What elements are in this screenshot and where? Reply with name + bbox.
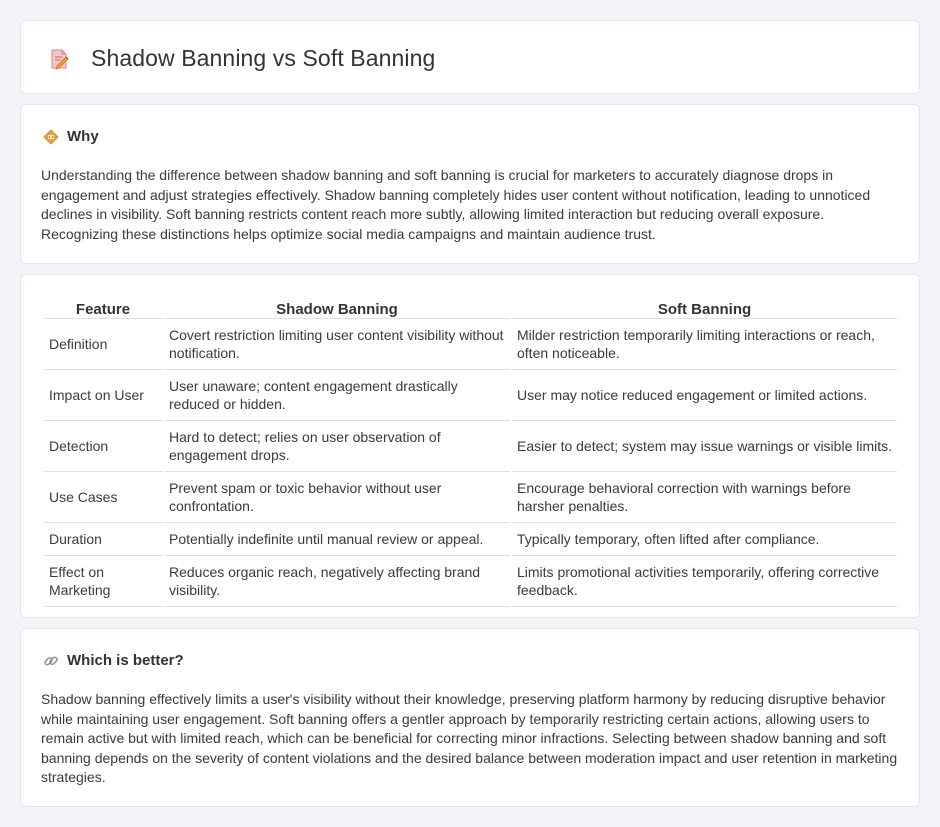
table-header-row [44, 297, 897, 319]
table-row [44, 370, 897, 421]
why-heading-row [43, 128, 99, 145]
table-row [44, 523, 897, 556]
shadow-cell: Covert restriction limiting user content visibility without notification. [164, 319, 510, 370]
soft-cell: Limits promotional activities temporarily, offering corrective feedback. [512, 556, 897, 607]
shadow-cell: Reduces organic reach, negatively affecting brand visibility. [164, 556, 510, 607]
feature-cell: Use Cases [44, 472, 162, 523]
why-text: Understanding the difference between shadow banning and soft banning is crucial for marketers to accurately diagnose drops in engagement and adjust strategies effectively. Shadow banning completely hides user content without notification, leading to unnoticed declines in visibility. Soft banning restricts content reach more subtly, allowing limited interaction but reducing overall exposure. Recognizing these distinctions helps optimize social media campaigns and maintain audience trust. [41, 167, 871, 242]
soft-cell: Encourage behavioral correction with warnings before harsher penalties. [512, 472, 897, 523]
which-is-better-card [20, 628, 920, 807]
document-edit-icon [47, 47, 71, 71]
table-row [44, 472, 897, 523]
table-row [44, 556, 897, 607]
link-icon [43, 653, 59, 669]
better-heading: Which is better? [67, 652, 184, 669]
page-title: Shadow Banning vs Soft Banning [91, 45, 436, 71]
header-shadow-banning: Shadow Banning [164, 297, 510, 319]
soft-cell: User may notice reduced engagement or limited actions. [512, 370, 897, 421]
better-text: Shadow banning effectively limits a user's visibility without their knowledge, preserving platform harmony by reducing disruptive behavior while maintaining user engagement. Soft banning offers a gentler approach by temporarily restricting certain actions, allowing users to remain active but with limited reach, which can be beneficial for correcting minor infractions. Selecting between shadow banning and soft banning depends on the severity of content violations and the desired balance between moderation impact and user retention in marketing strategies. [41, 691, 898, 785]
comparison-card [20, 274, 920, 618]
why-heading: Why [67, 128, 99, 145]
comparison-table [42, 297, 899, 607]
shadow-cell: Prevent spam or toxic behavior without user confrontation. [164, 472, 510, 523]
feature-cell: Definition [44, 319, 162, 370]
why-card [20, 104, 920, 264]
soft-cell: Easier to detect; system may issue warnings or visible limits. [512, 421, 897, 472]
shadow-cell: Hard to detect; relies on user observation of engagement drops. [164, 421, 510, 472]
feature-cell: Detection [44, 421, 162, 472]
table-row [44, 319, 897, 370]
feature-cell: Effect on Marketing [44, 556, 162, 607]
title-card [20, 20, 920, 94]
table-row [44, 421, 897, 472]
header-feature: Feature [44, 297, 162, 319]
soft-cell: Typically temporary, often lifted after compliance. [512, 523, 897, 556]
feature-cell: Duration [44, 523, 162, 556]
better-heading-row [43, 652, 184, 669]
soft-cell: Milder restriction temporarily limiting interactions or reach, often noticeable. [512, 319, 897, 370]
title-row [47, 45, 435, 72]
diamond-warning-icon [43, 129, 59, 145]
feature-cell: Impact on User [44, 370, 162, 421]
header-soft-banning: Soft Banning [512, 297, 897, 319]
shadow-cell: Potentially indefinite until manual review or appeal. [164, 523, 510, 556]
shadow-cell: User unaware; content engagement drastically reduced or hidden. [164, 370, 510, 421]
